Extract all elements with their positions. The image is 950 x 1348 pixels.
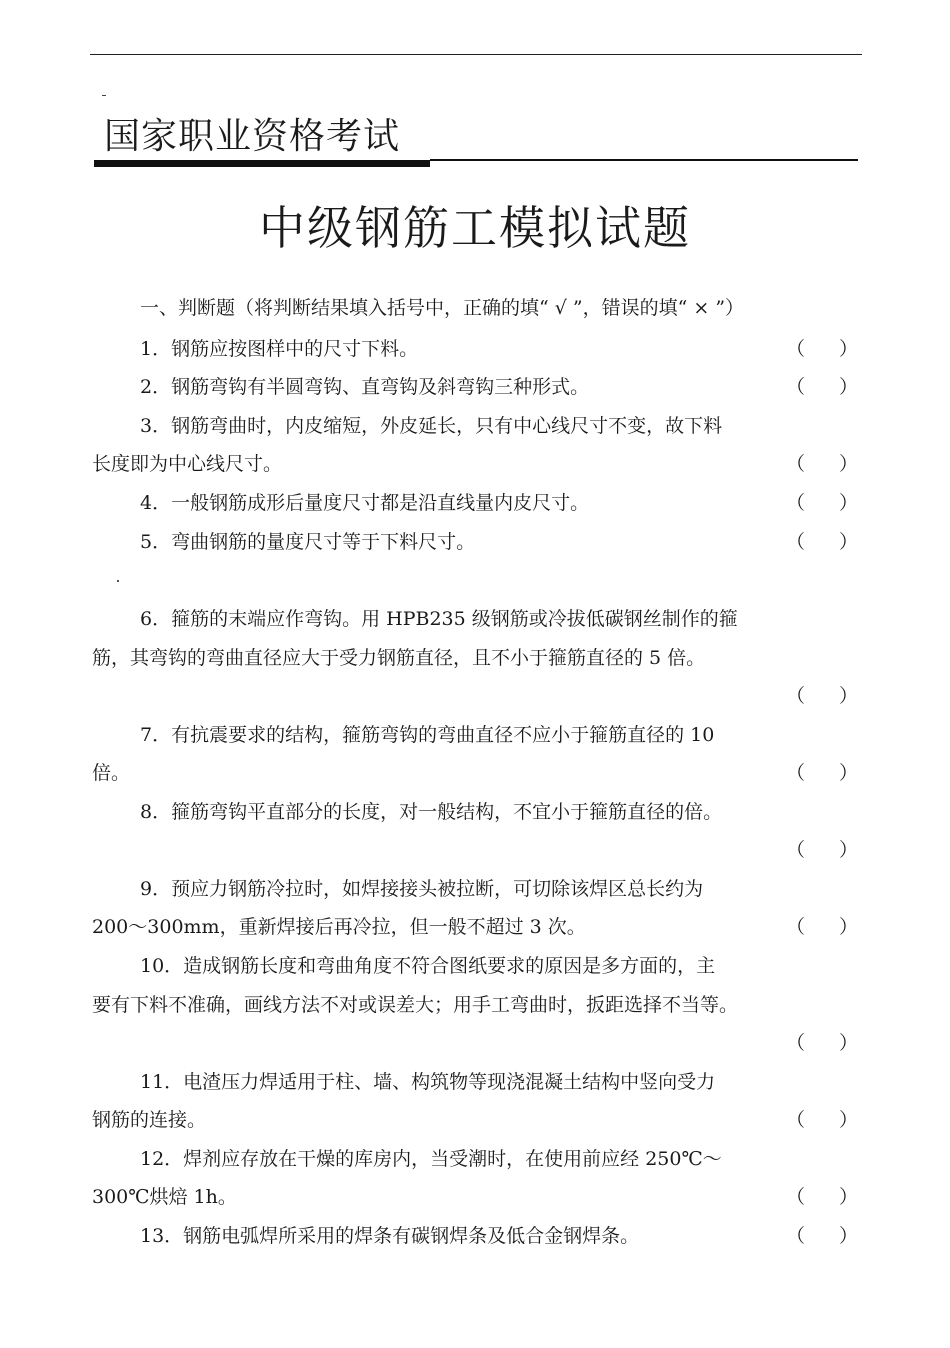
paren-close: ）	[838, 453, 858, 475]
paren-open: （	[786, 531, 806, 553]
paren-open: （	[786, 1109, 806, 1131]
paren-close: ）	[838, 762, 858, 784]
top-rule	[90, 54, 862, 55]
question-2-line: 2．钢筋弯钩有半圆弯钩、直弯钩及斜弯钩三种形式。	[140, 376, 590, 398]
paren-open: （	[786, 762, 806, 784]
question-11-line-1: 11．电渣压力焊适用于柱、墙、构筑物等现浇混凝土结构中竖向受力	[140, 1071, 716, 1093]
answer-blank-13	[786, 1223, 858, 1249]
header-rule-thin	[430, 159, 858, 161]
paren-open: （	[786, 685, 806, 707]
header-title: 国家职业资格考试	[104, 116, 401, 157]
paren-open: （	[786, 1225, 806, 1247]
paren-close: ）	[838, 531, 858, 553]
question-1-line: 1．钢筋应按图样中的尺寸下料。	[140, 338, 419, 360]
answer-blank-1	[786, 336, 858, 362]
question-11-line-2: 钢筋的连接。	[92, 1109, 207, 1131]
answer-blank-5	[786, 529, 858, 555]
question-3-line-1: 3．钢筋弯曲时，内皮缩短，外皮延长，只有中心线尺寸不变，故下料	[140, 415, 723, 437]
paren-open: （	[786, 1186, 806, 1208]
answer-blank-9	[786, 914, 858, 940]
question-7-line-2: 倍。	[92, 762, 131, 784]
answer-blank-2	[786, 374, 858, 400]
paren-close: ）	[838, 1032, 858, 1054]
question-10-line-1: 10．造成钢筋长度和弯曲角度不符合图纸要求的原因是多方面的，主	[140, 955, 716, 977]
paren-open: （	[786, 338, 806, 360]
answer-blank-7	[786, 760, 858, 786]
paren-open: （	[786, 492, 806, 514]
paren-close: ）	[838, 839, 858, 861]
paren-open: （	[786, 376, 806, 398]
question-6-line-1: 6．箍筋的末端应作弯钩。用 HPB235 级钢筋或冷拔低碳钢丝制作的箍	[140, 608, 738, 630]
answer-blank-6	[786, 683, 858, 709]
paren-close: ）	[838, 376, 858, 398]
answer-blank-12	[786, 1184, 858, 1210]
paren-close: ）	[838, 1109, 858, 1131]
question-3-line-2: 长度即为中心线尺寸。	[92, 453, 283, 475]
paren-open: （	[786, 1032, 806, 1054]
question-4-line: 4．一般钢筋成形后量度尺寸都是沿直线量内皮尺寸。	[140, 492, 590, 514]
answer-blank-3	[786, 451, 858, 477]
question-9-line-1: 9．预应力钢筋冷拉时，如焊接接头被拉断，可切除该焊区总长约为	[140, 878, 704, 900]
paren-open: （	[786, 916, 806, 938]
question-6-line-2: 筋，其弯钩的弯曲直径应大于受力钢筋直径，且不小于箍筋直径的 5 倍。	[92, 647, 706, 669]
paren-open: （	[786, 453, 806, 475]
answer-blank-11	[786, 1107, 858, 1133]
answer-blank-4	[786, 490, 858, 516]
question-9-line-2: 200～300mm，重新焊接后再冷拉，但一般不超过 3 次。	[92, 916, 586, 938]
answer-blank-8	[786, 837, 858, 863]
paren-open: （	[786, 839, 806, 861]
question-13-line: 13．钢筋电弧焊所采用的焊条有碳钢焊条及低合金钢焊条。	[140, 1225, 640, 1247]
question-8-line: 8．箍筋弯钩平直部分的长度，对一般结构，不宜小于箍筋直径的倍。	[140, 801, 723, 823]
answer-blank-10	[786, 1030, 858, 1056]
document-title: 中级钢筋工模拟试题	[259, 201, 691, 255]
question-7-line-1: 7．有抗震要求的结构，箍筋弯钩的弯曲直径不应小于箍筋直径的 10	[140, 724, 715, 746]
paren-close: ）	[838, 916, 858, 938]
paren-close: ）	[838, 685, 858, 707]
question-12-line-2: 300℃烘焙 1h。	[92, 1186, 237, 1208]
paren-close: ）	[838, 492, 858, 514]
section-heading: 一、判断题（将判断结果填入括号中，正确的填“ √ ”，错误的填“ × ”）	[140, 297, 745, 319]
question-12-line-1: 12．焊剂应存放在干燥的库房内，当受潮时，在使用前应经 250℃～	[140, 1148, 722, 1170]
question-10-line-2: 要有下料不准确，画线方法不对或误差大；用手工弯曲时，扳距选择不当等。	[92, 994, 739, 1016]
stray-mark	[102, 95, 106, 96]
paren-close: ）	[838, 1225, 858, 1247]
paren-close: ）	[838, 338, 858, 360]
header-rule-thick	[94, 160, 430, 167]
paren-close: ）	[838, 1186, 858, 1208]
question-5-line: 5．弯曲钢筋的量度尺寸等于下料尺寸。	[140, 531, 476, 553]
stray-mark	[117, 580, 119, 582]
